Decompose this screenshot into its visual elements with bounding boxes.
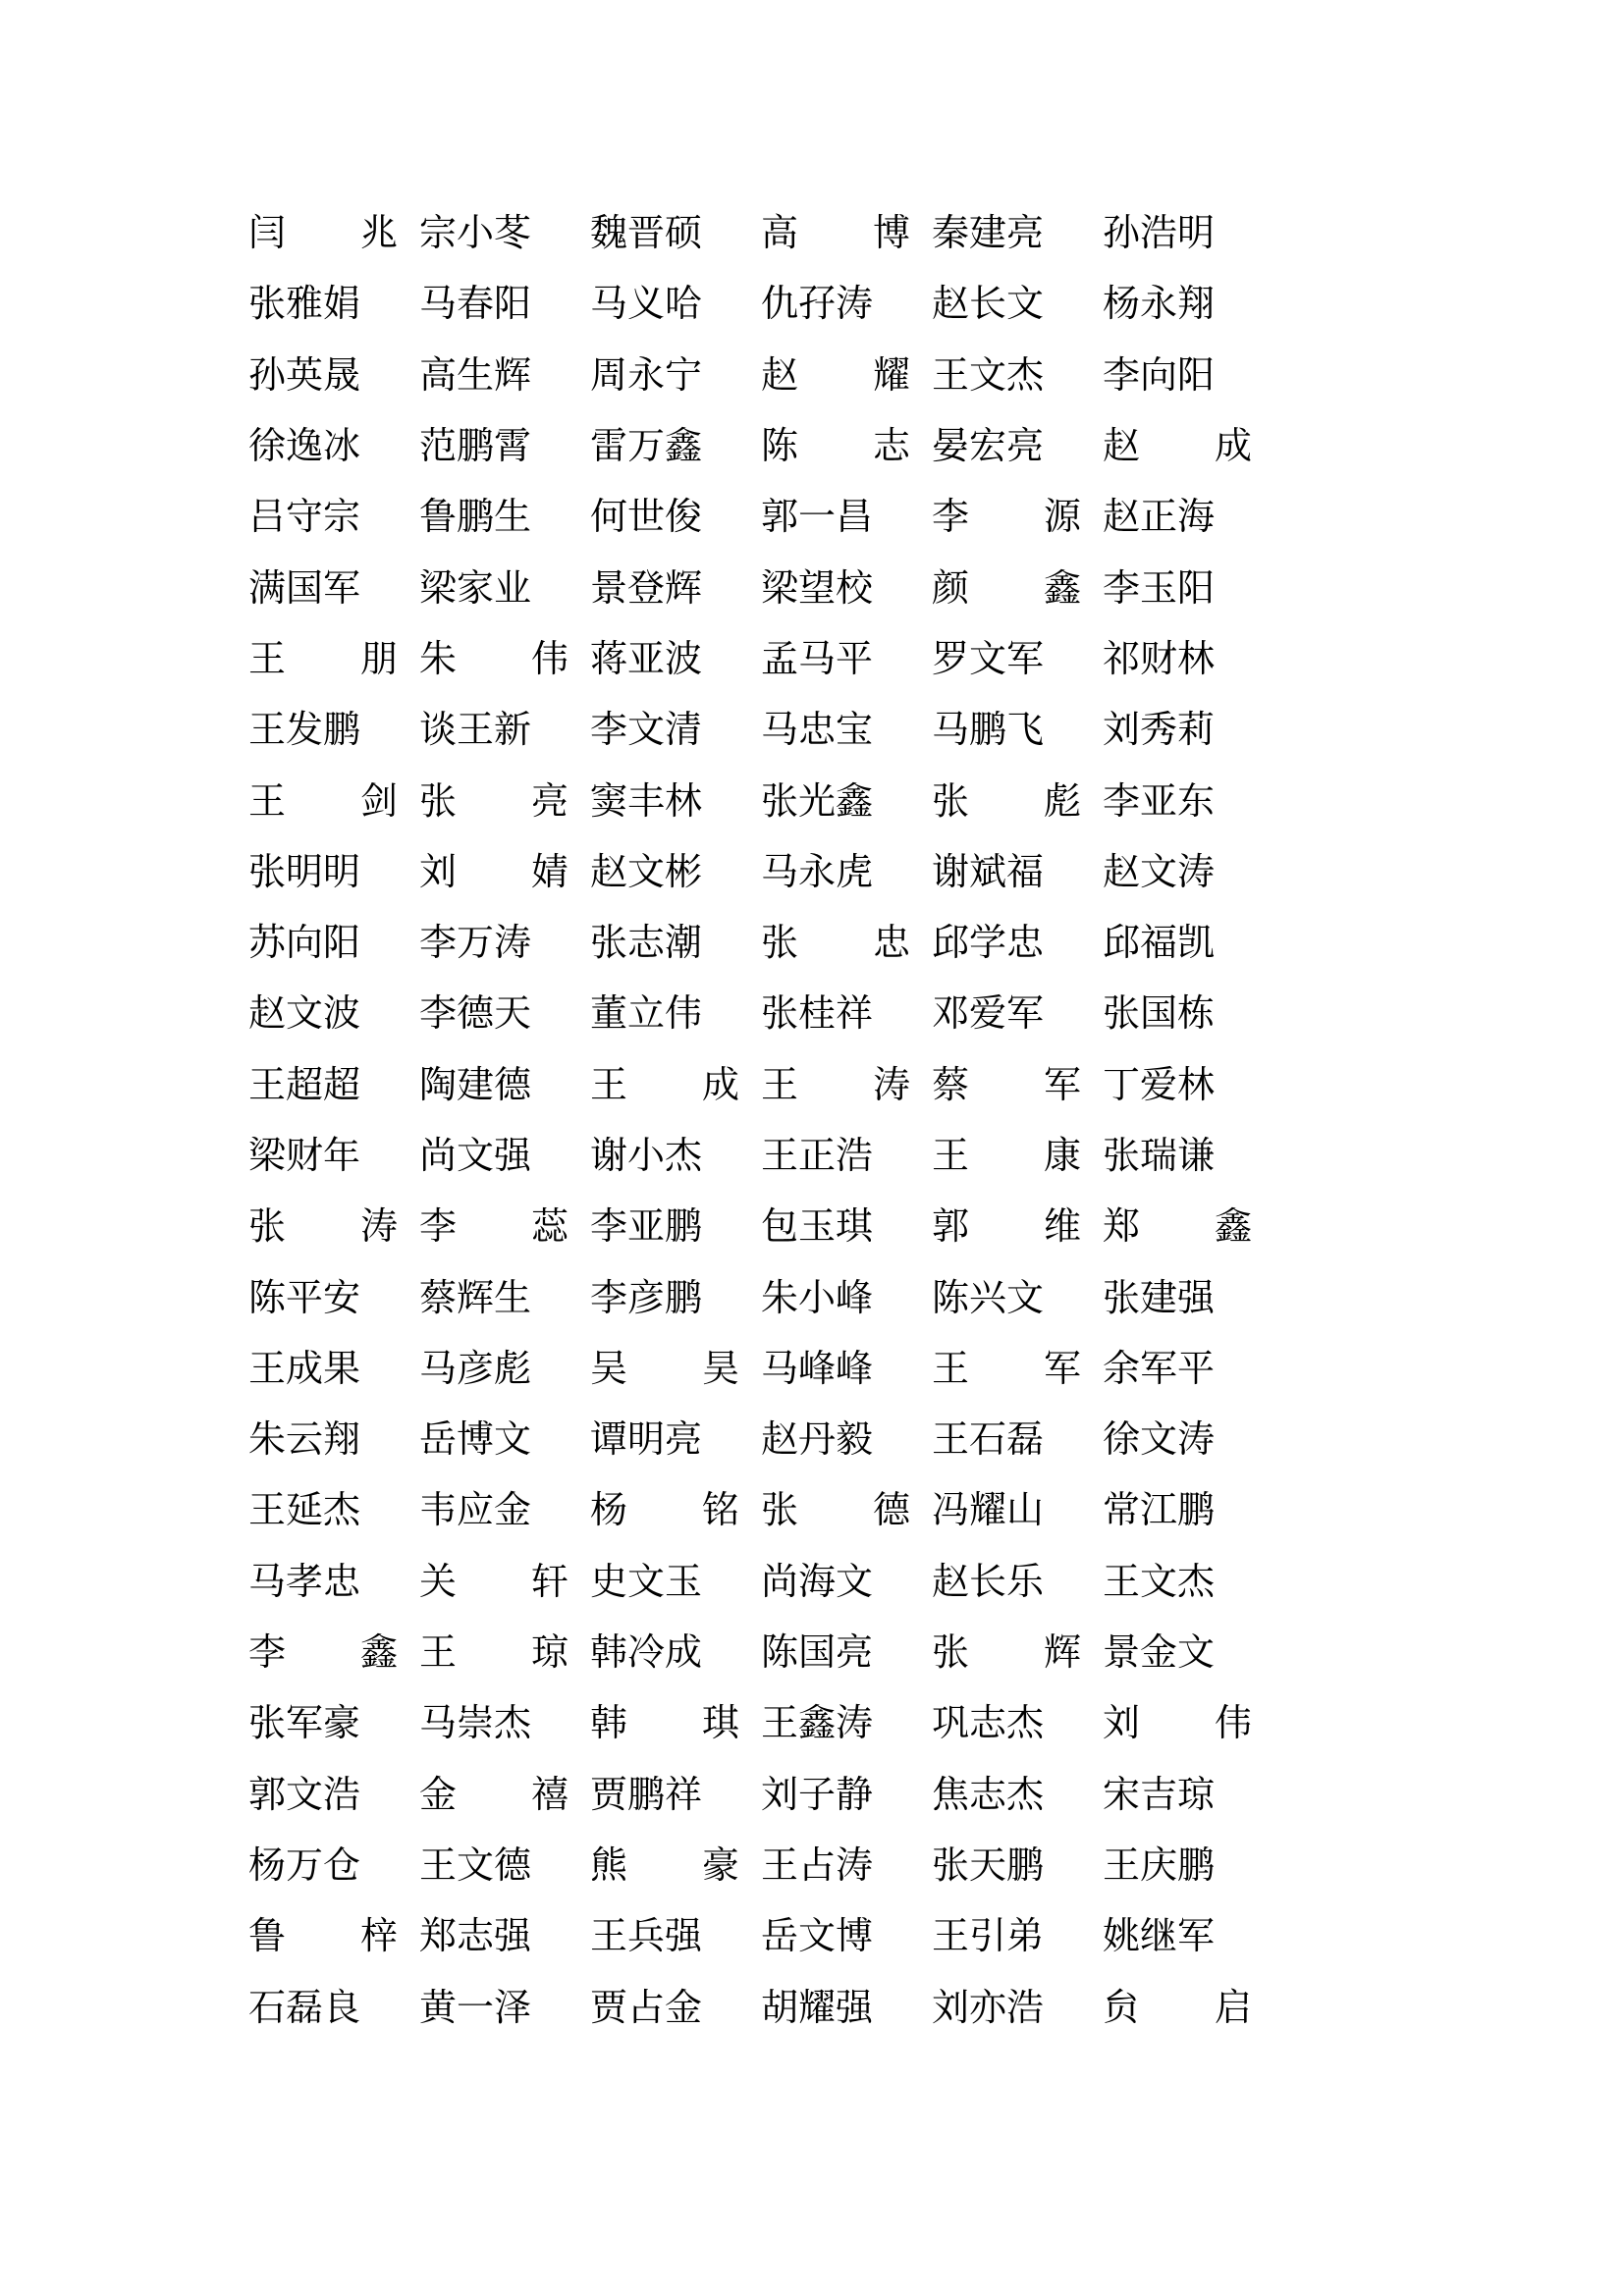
name-row (248, 341, 1328, 411)
name-row (248, 1050, 1328, 1121)
name-cell: 宋吉琼 (1103, 1774, 1216, 1816)
name-row (248, 1688, 1328, 1759)
name-cell: 刘秀莉 (1103, 710, 1216, 752)
name-cell: 赵长乐 (932, 1561, 1045, 1603)
name-cell: 尚海文 (761, 1561, 874, 1603)
name-cell: 王延杰 (248, 1490, 361, 1532)
name-cell: 熊 豪 (590, 1844, 740, 1887)
name-cell: 刘亦浩 (932, 1987, 1045, 2029)
name-cell: 黄一泽 (419, 1987, 532, 2029)
name-cell: 张瑞谦 (1103, 1136, 1216, 1177)
name-cell: 陈兴文 (932, 1277, 1045, 1319)
name-cell: 王发鹏 (248, 710, 361, 752)
name-cell: 颜 鑫 (932, 567, 1082, 610)
name-row (248, 482, 1328, 553)
name-cell: 张 忠 (761, 923, 911, 965)
name-cell: 王正浩 (761, 1136, 874, 1177)
name-cell: 蒋亚波 (590, 638, 703, 680)
name-cell: 马崇杰 (419, 1703, 532, 1745)
name-cell: 李 鑫 (248, 1632, 399, 1675)
name-cell: 窦丰林 (590, 780, 703, 823)
name-cell: 马春阳 (419, 284, 532, 326)
name-row (248, 1760, 1328, 1831)
name-cell: 包玉琪 (761, 1206, 874, 1249)
name-cell: 岳博文 (419, 1419, 532, 1462)
name-cell: 焦志杰 (932, 1774, 1045, 1816)
name-cell: 朱云翔 (248, 1419, 361, 1462)
name-cell: 马峰峰 (761, 1348, 874, 1390)
name-cell: 谭明亮 (590, 1419, 703, 1462)
name-cell: 杨万仓 (248, 1844, 361, 1887)
name-cell: 马永虎 (761, 851, 874, 893)
name-cell: 谢斌福 (932, 851, 1045, 893)
name-cell: 张 彪 (932, 780, 1082, 823)
name-cell: 吕守宗 (248, 497, 361, 539)
name-cell: 罗文军 (932, 638, 1045, 680)
name-cell: 赵文波 (248, 993, 361, 1036)
name-row (248, 553, 1328, 623)
name-cell: 赵丹毅 (761, 1419, 874, 1462)
name-cell: 邓爱军 (932, 993, 1045, 1036)
name-cell: 韦应金 (419, 1490, 532, 1532)
name-cell: 朱小峰 (761, 1277, 874, 1319)
name-cell: 王 琼 (419, 1632, 569, 1675)
name-row (248, 1547, 1328, 1618)
name-cell: 徐文涛 (1103, 1419, 1216, 1462)
name-cell: 邱学忠 (932, 923, 1045, 965)
name-cell: 梁望校 (761, 567, 874, 610)
name-row (248, 908, 1328, 979)
name-cell: 李玉阳 (1103, 567, 1216, 610)
name-cell: 王 军 (932, 1348, 1082, 1390)
name-cell: 丁爱林 (1103, 1064, 1216, 1106)
name-cell: 苏向阳 (248, 923, 361, 965)
name-cell: 王成果 (248, 1348, 361, 1390)
name-cell: 张 辉 (932, 1632, 1082, 1675)
name-row (248, 837, 1328, 908)
name-cell: 张 涛 (248, 1206, 399, 1249)
name-cell: 王兵强 (590, 1916, 703, 1958)
name-cell: 鲁 梓 (248, 1916, 399, 1958)
name-cell: 岳文博 (761, 1916, 874, 1958)
name-cell: 吴 昊 (590, 1348, 740, 1390)
name-cell: 李德天 (419, 993, 532, 1036)
name-grid (248, 198, 1328, 2044)
name-cell: 王文杰 (1103, 1561, 1216, 1603)
name-cell: 赵正海 (1103, 497, 1216, 539)
name-cell: 王 剑 (248, 780, 399, 823)
name-cell: 张军豪 (248, 1703, 361, 1745)
name-cell: 郭 维 (932, 1206, 1082, 1249)
name-row (248, 1972, 1328, 2043)
name-cell: 闫 兆 (248, 213, 399, 255)
name-cell: 赵 耀 (761, 354, 911, 397)
name-cell: 张天鹏 (932, 1844, 1045, 1887)
name-cell: 巩志杰 (932, 1703, 1045, 1745)
name-cell: 张光鑫 (761, 780, 874, 823)
name-cell: 常江鹏 (1103, 1490, 1216, 1532)
name-row (248, 695, 1328, 766)
name-row (248, 1831, 1328, 1901)
name-row (248, 1262, 1328, 1333)
name-cell: 董立伟 (590, 993, 703, 1036)
name-cell: 陈平安 (248, 1277, 361, 1319)
name-cell: 梁财年 (248, 1136, 361, 1177)
name-cell: 马义哈 (590, 284, 703, 326)
name-cell: 谈王新 (419, 710, 532, 752)
name-row (248, 1405, 1328, 1475)
name-cell: 蔡辉生 (419, 1277, 532, 1319)
name-cell: 郭文浩 (248, 1774, 361, 1816)
name-cell: 赵长文 (932, 284, 1045, 326)
name-cell: 王占涛 (761, 1844, 874, 1887)
name-cell: 谢小杰 (590, 1136, 703, 1177)
name-cell: 王 朋 (248, 638, 399, 680)
name-cell: 刘子静 (761, 1774, 874, 1816)
name-cell: 何世俊 (590, 497, 703, 539)
name-row (248, 979, 1328, 1049)
name-cell: 马鹏飞 (932, 710, 1045, 752)
name-cell: 鲁鹏生 (419, 497, 532, 539)
name-cell: 王 成 (590, 1064, 740, 1106)
name-cell: 宗小苳 (419, 213, 532, 255)
name-cell: 周永宁 (590, 354, 703, 397)
name-row (248, 198, 1328, 269)
name-cell: 贠 启 (1103, 1987, 1253, 2029)
name-cell: 满国军 (248, 567, 361, 610)
name-cell: 雷万鑫 (590, 426, 703, 468)
name-cell: 朱 伟 (419, 638, 569, 680)
name-cell: 胡耀强 (761, 1987, 874, 2029)
name-cell: 张国栋 (1103, 993, 1216, 1036)
name-cell: 蔡 军 (932, 1064, 1082, 1106)
name-cell: 王 康 (932, 1136, 1082, 1177)
name-cell: 梁家业 (419, 567, 532, 610)
name-cell: 赵文彬 (590, 851, 703, 893)
name-cell: 赵文涛 (1103, 851, 1216, 893)
name-cell: 王文杰 (932, 354, 1045, 397)
name-cell: 王 涛 (761, 1064, 911, 1106)
name-cell: 余军平 (1103, 1348, 1216, 1390)
name-cell: 王引弟 (932, 1916, 1045, 1958)
name-cell: 韩 琪 (590, 1703, 740, 1745)
name-cell: 杨 铭 (590, 1490, 740, 1532)
name-cell: 祁财林 (1103, 638, 1216, 680)
name-cell: 金 禧 (419, 1774, 569, 1816)
name-cell: 高生辉 (419, 354, 532, 397)
name-cell: 李彦鹏 (590, 1277, 703, 1319)
name-row (248, 624, 1328, 695)
name-cell: 仇孖涛 (761, 284, 874, 326)
name-cell: 孙英晟 (248, 354, 361, 397)
name-cell: 高 博 (761, 213, 911, 255)
name-cell: 王庆鹏 (1103, 1844, 1216, 1887)
name-cell: 贾占金 (590, 1987, 703, 2029)
name-cell: 郑 鑫 (1103, 1206, 1253, 1249)
name-cell: 马忠宝 (761, 710, 874, 752)
name-cell: 陶建德 (419, 1064, 532, 1106)
name-row (248, 269, 1328, 340)
name-cell: 杨永翔 (1103, 284, 1216, 326)
name-cell: 张建强 (1103, 1277, 1216, 1319)
name-cell: 邱福凯 (1103, 923, 1216, 965)
name-cell: 张明明 (248, 851, 361, 893)
name-cell: 韩冷成 (590, 1632, 703, 1675)
name-cell: 贾鹏祥 (590, 1774, 703, 1816)
name-cell: 孙浩明 (1103, 213, 1216, 255)
name-cell: 晏宏亮 (932, 426, 1045, 468)
name-row (248, 1121, 1328, 1192)
name-cell: 史文玉 (590, 1561, 703, 1603)
name-cell: 魏晋硕 (590, 213, 703, 255)
name-row (248, 1901, 1328, 1972)
name-cell: 景金文 (1103, 1632, 1216, 1675)
name-cell: 孟马平 (761, 638, 874, 680)
name-cell: 李向阳 (1103, 354, 1216, 397)
name-cell: 王文德 (419, 1844, 532, 1887)
name-row (248, 1334, 1328, 1405)
name-row (248, 411, 1328, 482)
name-cell: 郭一昌 (761, 497, 874, 539)
name-cell: 张桂祥 (761, 993, 874, 1036)
name-cell: 李 蕊 (419, 1206, 569, 1249)
name-cell: 李 源 (932, 497, 1082, 539)
name-cell: 赵 成 (1103, 426, 1253, 468)
name-cell: 张 亮 (419, 780, 569, 823)
name-cell: 秦建亮 (932, 213, 1045, 255)
name-cell: 范鹏霄 (419, 426, 532, 468)
name-cell: 张志潮 (590, 923, 703, 965)
name-cell: 景登辉 (590, 567, 703, 610)
name-cell: 徐逸冰 (248, 426, 361, 468)
name-cell: 马彦彪 (419, 1348, 532, 1390)
name-cell: 刘 伟 (1103, 1703, 1253, 1745)
name-cell: 刘 婧 (419, 851, 569, 893)
name-cell: 尚文强 (419, 1136, 532, 1177)
name-cell: 王超超 (248, 1064, 361, 1106)
name-row (248, 1475, 1328, 1546)
name-cell: 冯耀山 (932, 1490, 1045, 1532)
name-row (248, 1618, 1328, 1688)
name-cell: 张雅娟 (248, 284, 361, 326)
name-cell: 王石磊 (932, 1419, 1045, 1462)
name-cell: 关 轩 (419, 1561, 569, 1603)
name-cell: 郑志强 (419, 1916, 532, 1958)
name-cell: 陈国亮 (761, 1632, 874, 1675)
name-cell: 王鑫涛 (761, 1703, 874, 1745)
name-cell: 李亚东 (1103, 780, 1216, 823)
name-cell: 石磊良 (248, 1987, 361, 2029)
name-cell: 李文清 (590, 710, 703, 752)
name-cell: 姚继军 (1103, 1916, 1216, 1958)
name-cell: 马孝忠 (248, 1561, 361, 1603)
name-cell: 李亚鹏 (590, 1206, 703, 1249)
name-row (248, 1192, 1328, 1262)
name-cell: 李万涛 (419, 923, 532, 965)
name-cell: 张 德 (761, 1490, 911, 1532)
name-row (248, 766, 1328, 836)
name-cell: 陈 志 (761, 426, 911, 468)
